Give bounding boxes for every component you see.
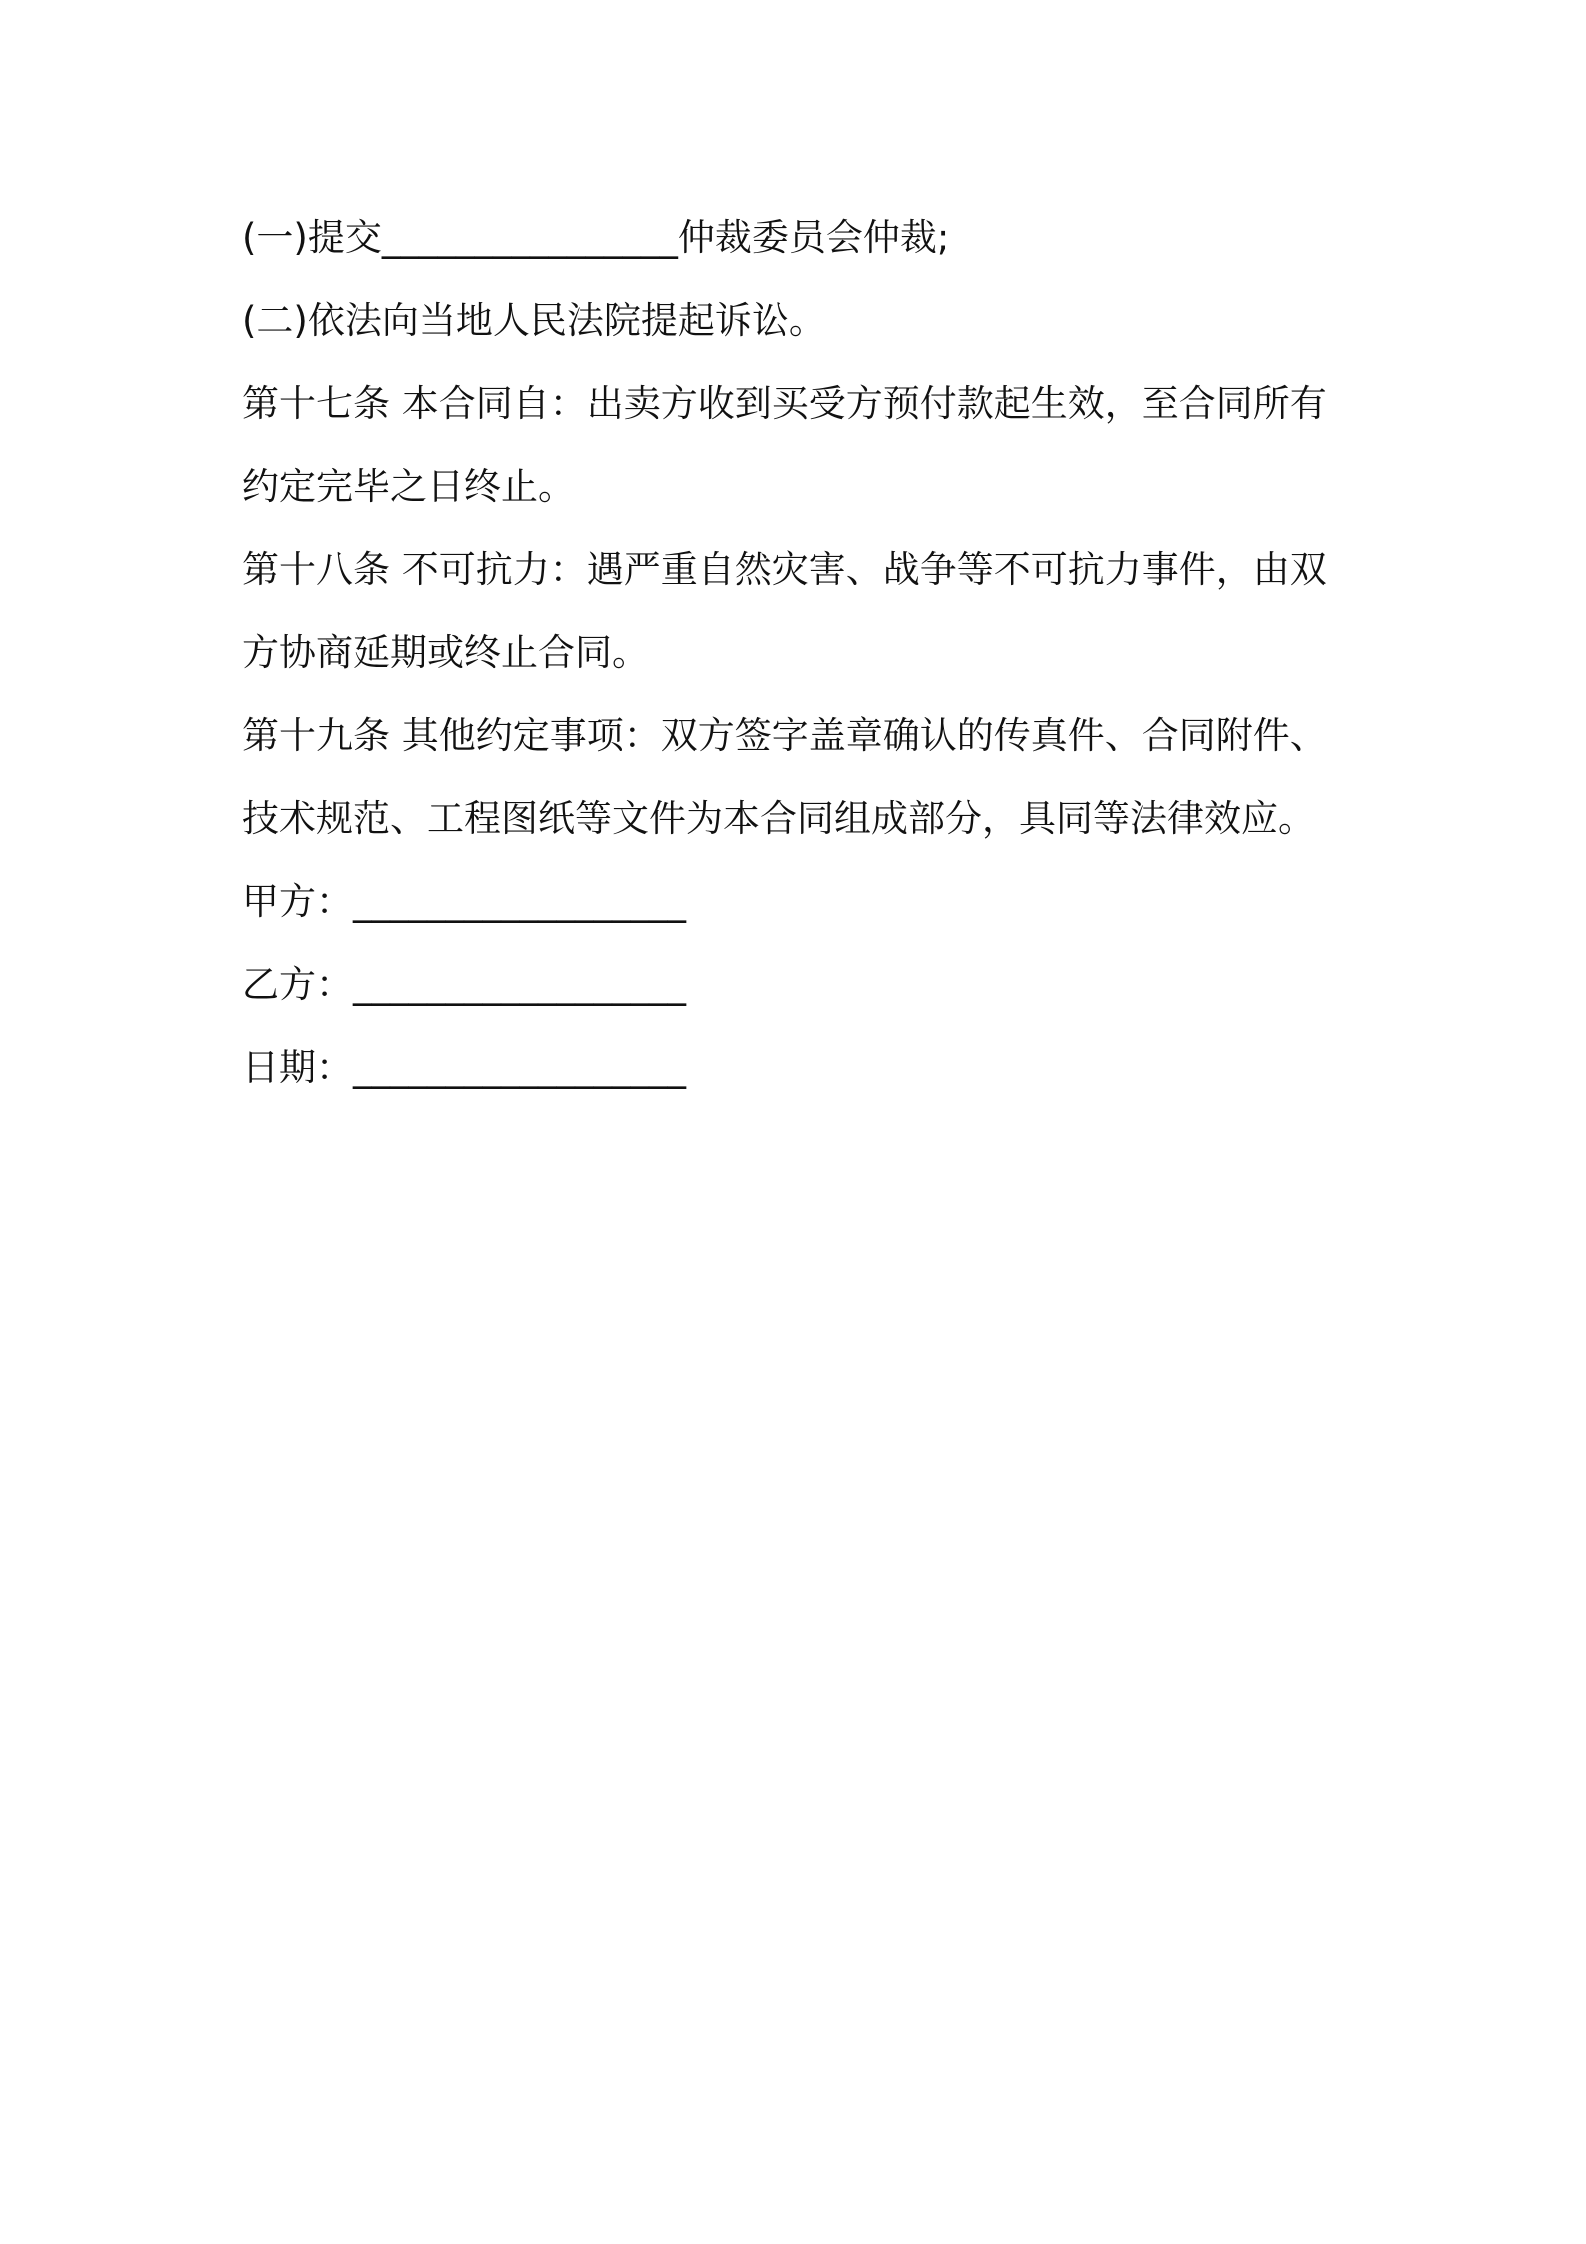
date-signature-line: 日期：__________________ — [242, 1046, 686, 1089]
article-18-line-2: 方协商延期或终止合同。 — [242, 631, 649, 674]
article-18-line-1: 第十八条 不可抗力：遇严重自然灾害、战争等不可抗力事件，由双 — [242, 548, 1327, 591]
party-b-signature-line: 乙方：__________________ — [242, 963, 686, 1006]
party-a-signature-line: 甲方：__________________ — [242, 880, 686, 923]
article-19-line-2: 技术规范、工程图纸等文件为本合同组成部分，具同等法律效应。 — [242, 797, 1315, 840]
document-body — [242, 196, 1362, 1109]
article-17-line-2: 约定完毕之日终止。 — [242, 465, 575, 508]
litigation-option-two: (二)依法向当地人民法院提起诉讼。 — [242, 299, 826, 342]
article-17-line-1: 第十七条 本合同自：出卖方收到买受方预付款起生效，至合同所有 — [242, 382, 1327, 425]
article-19-line-1: 第十九条 其他约定事项：双方签字盖章确认的传真件、合同附件、 — [242, 714, 1327, 757]
arbitration-option-one: (一)提交________________仲裁委员会仲裁; — [242, 216, 950, 259]
